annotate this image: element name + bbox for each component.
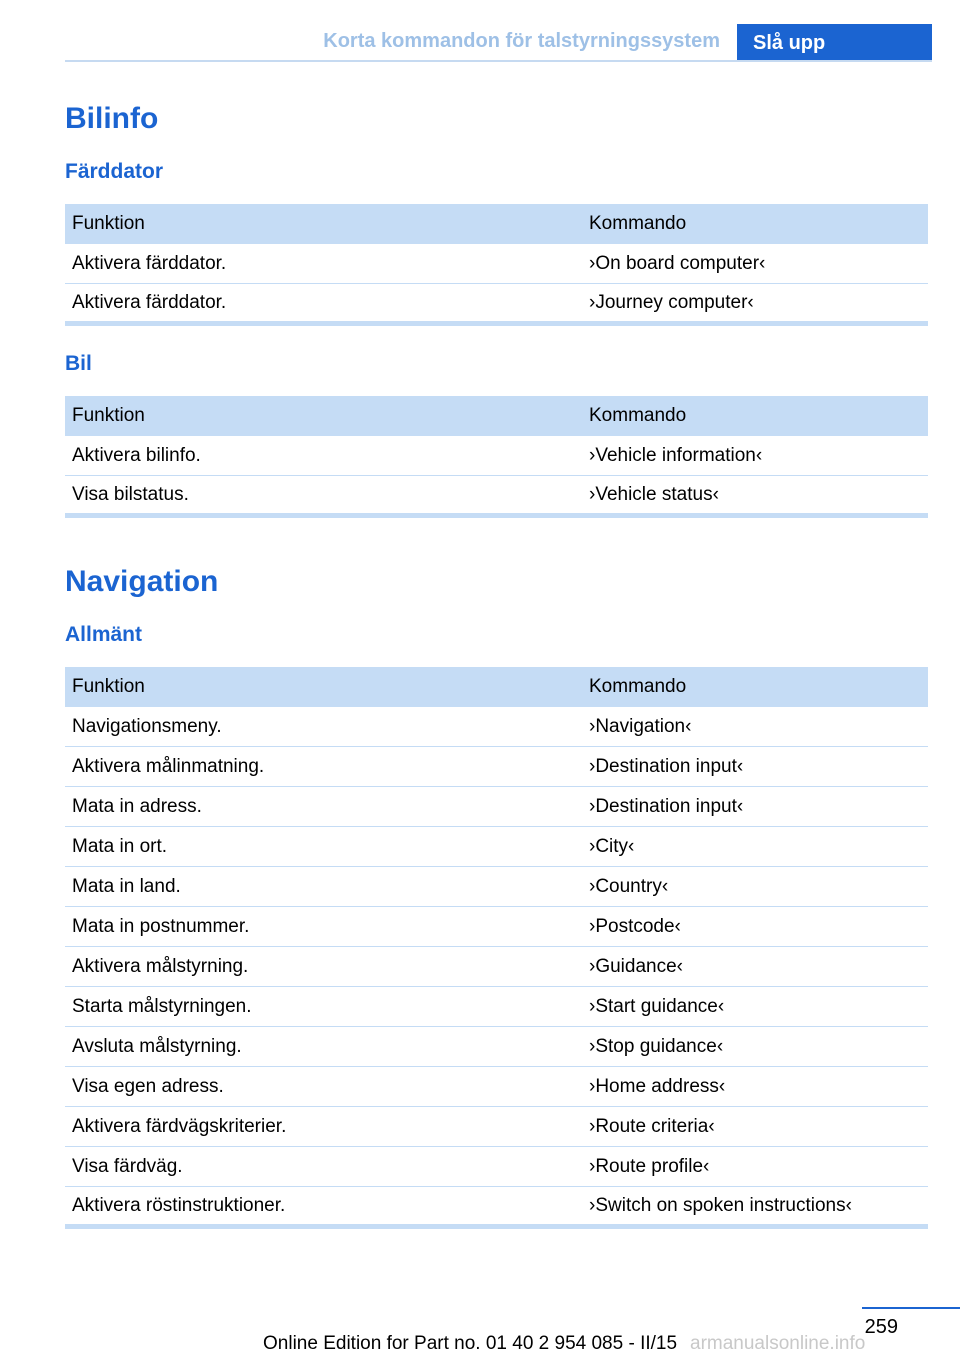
edition-label: Online Edition for Part no. 01 40 2 954 085 - II/15	[263, 1333, 678, 1354]
watermark: armanualsonline.info	[690, 1333, 866, 1354]
table-row	[65, 1067, 928, 1107]
kommando-cell: ›Postcode‹	[582, 907, 928, 947]
table-row	[65, 867, 928, 907]
section-title-navigation: Navigation	[65, 565, 219, 598]
funktion-cell: Aktivera bilinfo.	[65, 436, 582, 476]
kommando-cell: ›On board computer‹	[582, 244, 928, 284]
column-header-funktion: Funktion	[65, 396, 582, 436]
subsection-title-bil: Bil	[65, 352, 92, 375]
table-header-row	[65, 204, 928, 244]
table-row	[65, 947, 928, 987]
funktion-cell: Navigationsmeny.	[65, 707, 582, 747]
funktion-cell: Mata in postnummer.	[65, 907, 582, 947]
table-row	[65, 244, 928, 284]
table-row	[65, 1147, 928, 1187]
table-header-row	[65, 667, 928, 707]
column-header-kommando: Kommando	[582, 667, 928, 707]
funktion-cell: Aktivera målstyrning.	[65, 947, 582, 987]
header-title: Korta kommandon för talstyrningssystem	[323, 30, 720, 52]
kommando-cell: ›Vehicle information‹	[582, 436, 928, 476]
funktion-cell: Aktivera färddator.	[65, 244, 582, 284]
kommando-cell: ›Route profile‹	[582, 1147, 928, 1187]
page-number-rule	[862, 1307, 960, 1309]
subsection-title-allmant: Allmänt	[65, 623, 143, 646]
table-row	[65, 1027, 928, 1067]
subsection-title-farddator: Färddator	[65, 160, 164, 183]
kommando-cell: ›Switch on spoken instructions‹	[582, 1187, 928, 1227]
funktion-cell: Aktivera målinmatning.	[65, 747, 582, 787]
table-row	[65, 707, 928, 747]
kommando-cell: ›Journey computer‹	[582, 284, 928, 324]
table-row	[65, 436, 928, 476]
page-number: 259	[864, 1316, 898, 1338]
kommando-cell: ›Destination input‹	[582, 747, 928, 787]
table-header-row	[65, 396, 928, 436]
farddator-table	[65, 204, 928, 326]
kommando-cell: ›Navigation‹	[582, 707, 928, 747]
table-row	[65, 747, 928, 787]
column-header-funktion: Funktion	[65, 667, 582, 707]
allmant-table	[65, 667, 928, 1229]
table-row	[65, 907, 928, 947]
funktion-cell: Mata in adress.	[65, 787, 582, 827]
kommando-cell: ›Home address‹	[582, 1067, 928, 1107]
funktion-cell: Mata in ort.	[65, 827, 582, 867]
table-row	[65, 827, 928, 867]
kommando-cell: ›Country‹	[582, 867, 928, 907]
kommando-cell: ›Start guidance‹	[582, 987, 928, 1027]
table-row	[65, 1107, 928, 1147]
table-row	[65, 476, 928, 516]
kommando-cell: ›City‹	[582, 827, 928, 867]
table-row	[65, 787, 928, 827]
bil-table	[65, 396, 928, 518]
funktion-cell: Avsluta målstyrning.	[65, 1027, 582, 1067]
kommando-cell: ›Stop guidance‹	[582, 1027, 928, 1067]
column-header-kommando: Kommando	[582, 204, 928, 244]
table-row	[65, 284, 928, 324]
header-rule	[65, 60, 932, 62]
section-title-bilinfo: Bilinfo	[65, 102, 159, 135]
funktion-cell: Aktivera röstinstruktioner.	[65, 1187, 582, 1227]
kommando-cell: ›Vehicle status‹	[582, 476, 928, 516]
funktion-cell: Mata in land.	[65, 867, 582, 907]
funktion-cell: Aktivera färddator.	[65, 284, 582, 324]
funktion-cell: Visa egen adress.	[65, 1067, 582, 1107]
kommando-cell: ›Destination input‹	[582, 787, 928, 827]
funktion-cell: Visa bilstatus.	[65, 476, 582, 516]
column-header-kommando: Kommando	[582, 396, 928, 436]
column-header-funktion: Funktion	[65, 204, 582, 244]
funktion-cell: Aktivera färdvägskriterier.	[65, 1107, 582, 1147]
kommando-cell: ›Route criteria‹	[582, 1107, 928, 1147]
funktion-cell: Starta målstyrningen.	[65, 987, 582, 1027]
header-tab: Slå upp	[737, 24, 932, 62]
funktion-cell: Visa färdväg.	[65, 1147, 582, 1187]
kommando-cell: ›Guidance‹	[582, 947, 928, 987]
table-row	[65, 1187, 928, 1227]
table-row	[65, 987, 928, 1027]
